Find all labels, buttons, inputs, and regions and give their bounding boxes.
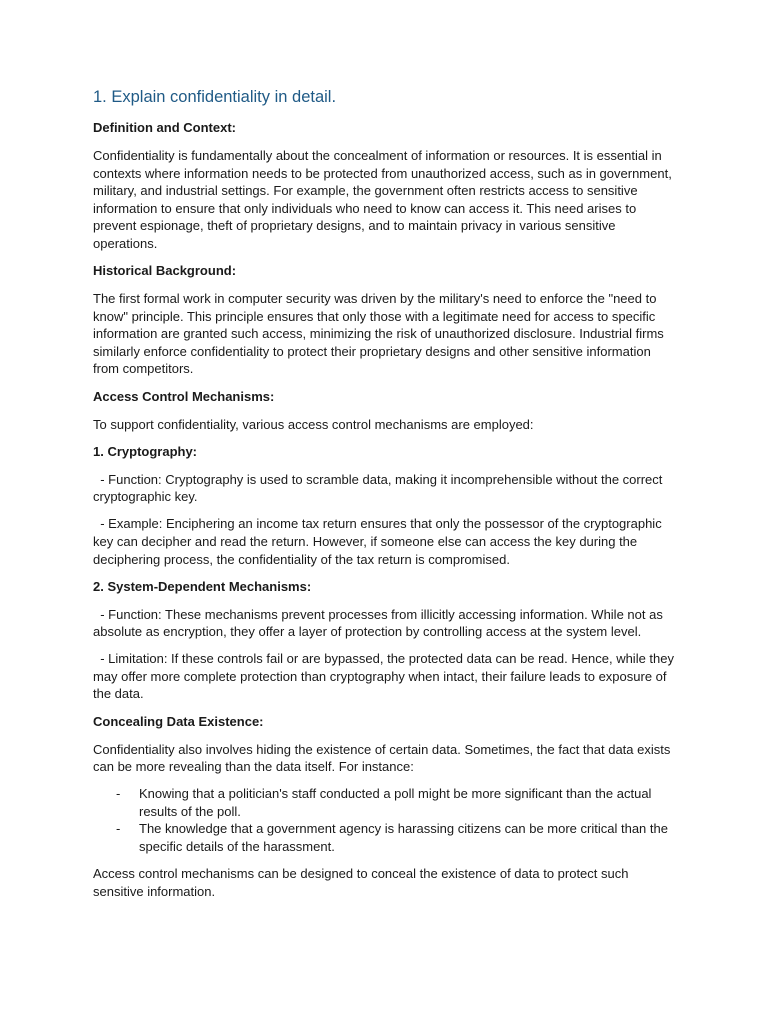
system-limitation-text: - Limitation: If these controls fail or are bypassed, the protected data can be read. Hence, while they may offer more complete protection than cryptography when intact, their failure leads to exposure of the data. (93, 651, 674, 702)
system-function (93, 606, 675, 641)
section-heading-concealing: Concealing Data Existence: (93, 713, 264, 729)
concealing-bullet-list (93, 785, 675, 855)
section-heading-access-control: Access Control Mechanisms: (93, 388, 275, 404)
list-item (93, 785, 675, 820)
document-title: 1. Explain confidentiality in detail. (93, 88, 337, 106)
concealing-intro: Confidentiality also involves hiding the existence of certain data. Sometimes, the fact that data exists can be more revealing than the data itself. For instance: (93, 741, 671, 775)
concealing-closing: Access control mechanisms can be designed to conceal the existence of data to protect such sensitive information. (93, 866, 629, 899)
subheading-cryptography: 1. Cryptography: (93, 443, 198, 459)
system-limitation (93, 650, 675, 703)
bullet-dash: - (116, 821, 121, 837)
bullet-dash: - (116, 786, 121, 802)
list-item (93, 820, 675, 855)
cryptography-example-text: - Example: Enciphering an income tax return ensures that only the possessor of the cryptographic key can decipher and read the return. However, if someone else can access the key during the deciphering process, the confidentiality of the tax return is compromised. (93, 516, 662, 567)
system-function-text: - Function: These mechanisms prevent processes from illicitly accessing information. While not as absolute as encryption, they offer a layer of protection by controlling access at the system level. (93, 606, 663, 640)
history-paragraph: The first formal work in computer security was driven by the military's need to enforce the "need to know" principle. This principle ensures that only those with a legitimate need for access to specific information are granted such access, minimizing the risk of unauthorized disclosure. Industrial firms similarly enforce confidentiality to protect their proprietary designs and other sensitive information from competitors. (93, 291, 664, 377)
cryptography-function-text: - Function: Cryptography is used to scramble data, making it incomprehensible without the correct cryptographic key. (93, 471, 663, 505)
document-page (93, 86, 675, 910)
list-item-text: Knowing that a politician's staff conducted a poll might be more significant than the actual results of the poll. (139, 786, 652, 819)
cryptography-example (93, 515, 675, 568)
section-heading-history: Historical Background: (93, 263, 237, 279)
definition-paragraph: Confidentiality is fundamentally about the concealment of information or resources. It is essential in contexts where information needs to be protected from unauthorized access, such as in government, military, and industrial settings. For example, the government often restricts access to sensitive information to ensure that only individuals who need to know can access it. This need arises to prevent espionage, theft of proprietary designs, and to maintain privacy in various sensitive operations. (93, 148, 672, 251)
access-control-intro: To support confidentiality, various access control mechanisms are employed: (93, 416, 534, 432)
cryptography-function (93, 471, 675, 506)
list-item-text: The knowledge that a government agency is harassing citizens can be more critical than the specific details of the harassment. (139, 821, 668, 855)
subheading-system-dependent: 2. System-Dependent Mechanisms: (93, 578, 312, 594)
section-heading-definition: Definition and Context: (93, 120, 236, 135)
